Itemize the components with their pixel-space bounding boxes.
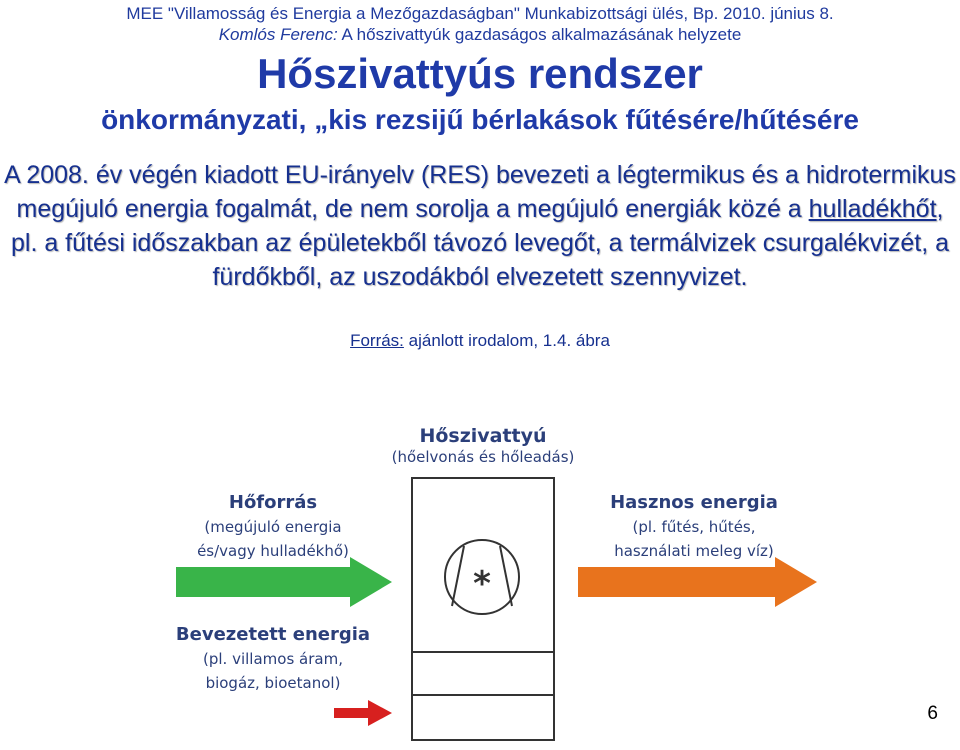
slide-subtitle: önkormányzati, „kis rezsijű bérlakások fűtésére/hűtésére [101, 104, 859, 135]
useful-energy-title: Hasznos energia [610, 492, 778, 513]
source-label: Forrás: [350, 331, 404, 350]
heat-source-title: Hőforrás [228, 492, 318, 513]
useful-energy-line2: használati meleg víz) [614, 542, 774, 560]
body-link-waste-heat[interactable]: hulladékhőt [808, 195, 937, 223]
header-author: Komlós Ferenc: [218, 25, 338, 44]
header-event-line: MEE "Villamosság és Energia a Mezőgazdaságban" Munkabizottsági ülés, Bp. 2010. június 8. [126, 4, 834, 23]
orange-output-arrow-icon [578, 557, 817, 607]
compressor-symbol-icon: * [473, 564, 491, 604]
red-input-arrow-icon [334, 700, 392, 726]
heat-source-line1: (megújuló energia [204, 518, 342, 536]
input-energy-line1: (pl. villamos áram, [203, 650, 343, 668]
heatpump-subtitle: (hőelvonás és hőleadás) [391, 448, 575, 466]
slide-title: Hőszivattyús rendszer [257, 50, 703, 97]
source-text: ajánlott irodalom, 1.4. ábra [403, 331, 610, 350]
useful-energy-line1: (pl. fűtés, hűtés, [632, 518, 756, 536]
body-text-part2: , pl. a fűtési időszakban az épületekből távozó levegőt, a termálvizek csurgalékvizét, a fürdőkből, az uszodákból elvezetett szennyvizet. [10, 195, 949, 291]
page-number: 6 [927, 703, 938, 724]
body-text-part1: A 2008. év végén kiadott EU-irányelv (RES) bevezeti a légtermikus és a hidrotermikus megújuló energia fogalmát, de nem sorolja a megújuló energiák közé a [4, 161, 956, 223]
heat-source-line2: és/vagy hulladékhő) [197, 542, 349, 560]
header-talk-title: A hőszivattyúk gazdaságos alkalmazásának helyzete [337, 25, 742, 44]
heatpump-title: Hőszivattyú [419, 425, 547, 447]
input-energy-line2: biogáz, bioetanol) [205, 674, 341, 692]
green-input-arrow-icon [176, 557, 392, 607]
input-energy-title: Bevezetett energia [175, 624, 371, 645]
